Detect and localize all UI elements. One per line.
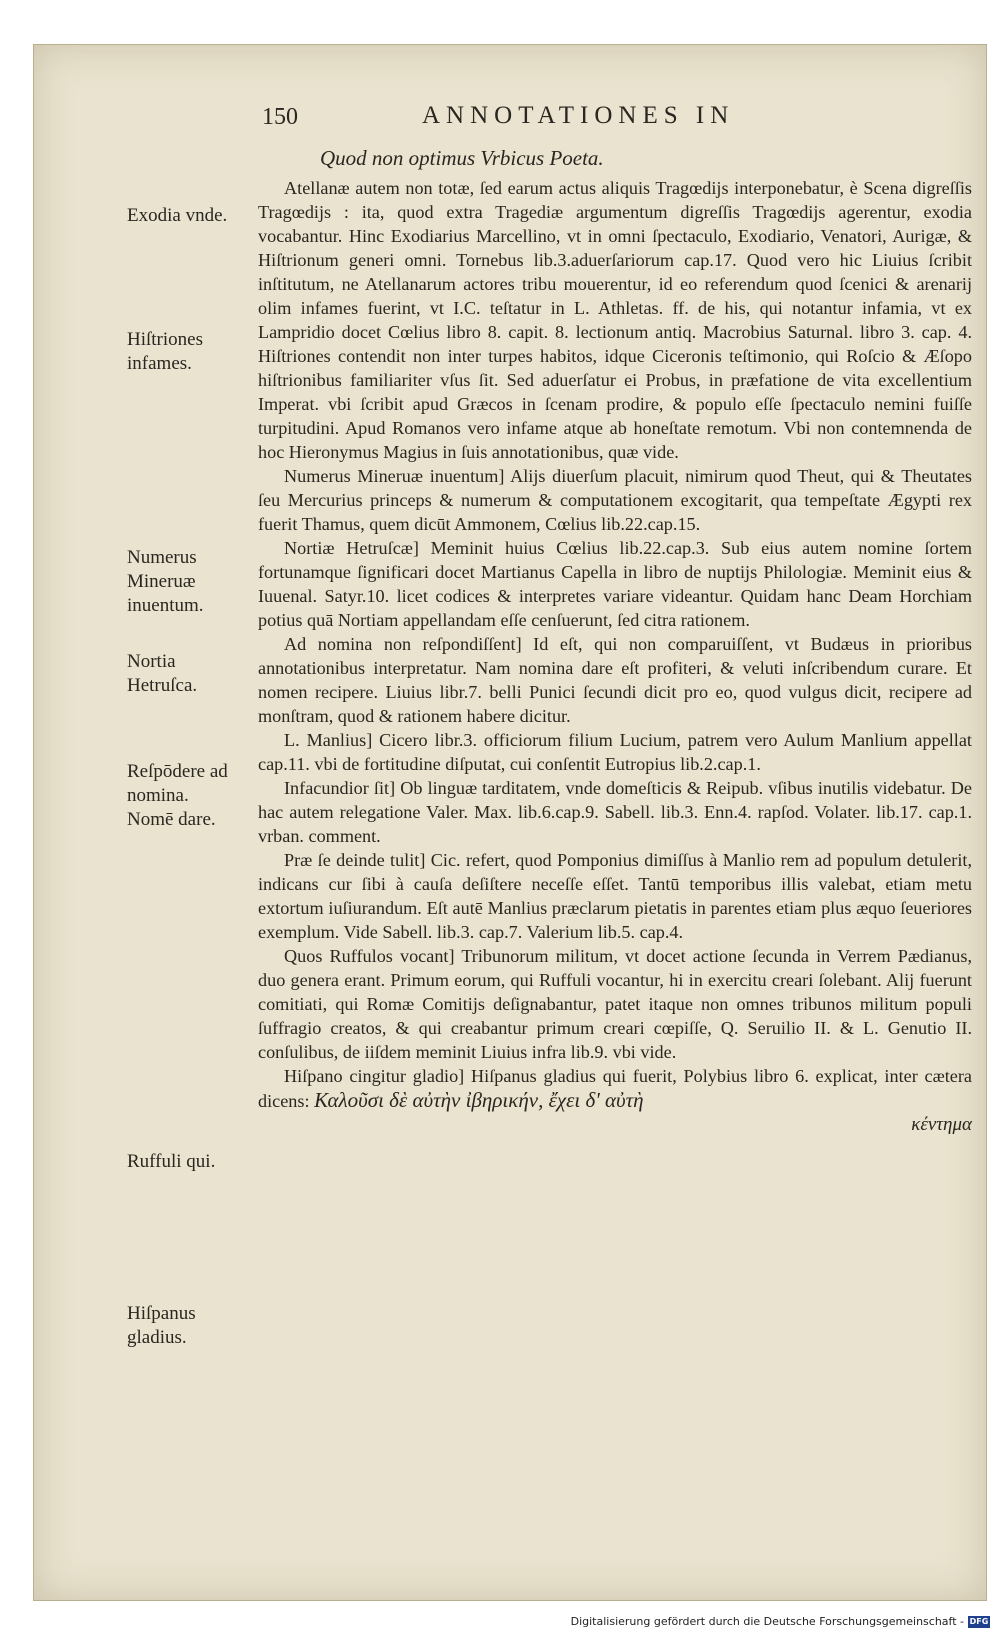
paragraph-numerus: Numerus Mineruæ inuentum] Alijs diuerſum placuit, nimirum quod Theut, qui & Theutates ſeu Mercurius princeps & numerum & computationem excogitarit, qua tempeſtate Ægypti rex fuerit Thamus, quem dicūt Ammonem, Cœlius lib.22.cap.15.: [258, 466, 972, 534]
margin-note-numerus: Numerus Mineruæ inuentum.: [127, 547, 204, 616]
paragraph-ruffulos: Quos Ruffulos vocant] Tribunorum militum, vt docet actione ſecunda in Verrem Pædianus, duo genera erant. Primum eorum, qui Ruffuli vocantur, hi in exercitu creari ſolebant. Alij fuerunt comitiati, qui Romæ Comitijs deſignabantur, patet itaque non omnes tribunos militum populi ſuffragio creatos, & qui creabantur primum creari cœpiſſe, Q. Seruilio II. & L. Genutio II. conſulibus, de iiſdem meminit Liuius infra lib.9. vbi vide.: [258, 946, 972, 1062]
dfg-logo: DFG: [969, 1616, 989, 1626]
page-header: [262, 104, 822, 138]
margin-note-exodia: Exodia vnde.: [127, 205, 228, 226]
paragraph-atellanae: Atellanæ autem non totæ, ſed earum actus aliquis Tragœdijs interponebatur, è Scena digreſſis Tragœdijs : ita, quod extra Tragediæ argumentum digreſſis Tragœdijs agerentur, exodia vocabantur. Hinc Exodiarius Marcellino, vt in omni ſpectaculo, Exodiario, Venatori, Aurigæ, & Hiſtrionum generi omni. Tornebus lib.3.aduerſariorum cap.17. Quod vero hic Liuius ſcribit inſtitutum, ne Atellanarum actores tribu mouerentur, id eo referendum quod ſcenici & arenarij olim infames fuerint, vt I.C. teſtatur in L. Athletas. ff. de his, qui notantur infamia, vt ex Lampridio docet Cœlius libro 8. capit. 8. lectionum antiq. Macrobius Saturnal. libro 3. cap. 4. Hiſtriones contendit non inter turpes habitos, idque Ciceronis teſtimonio, qui Roſcio & Æſopo hiſtrionibus familiariter vſus ſit. Sed aduerſatur ei Probus, in præfatione de vita excellentium Imperat. vbi ſcribit apud Græcos in ſcenam prodire, & populo eſſe ſpectaculo nemini fuiſſe turpitudini. Apud Romanos vero infame atque ab honeſtate remotum. Vbi non contemnenda de hoc Hieronymus Magius in ſuis annotationibus, quæ vide.: [258, 178, 972, 462]
paragraph-infacundior: Infacundior ſit] Ob linguæ tarditatem, vnde domeſticis & Reipub. vſibus inutilis videbatur. De hac autem relegatione Valer. Max. lib.6.cap.9. Sabell. lib.3. Enn.4. rapſod. Volater. lib.17. cap.1. vrban. comment.: [258, 778, 972, 846]
paragraph-hispano: [258, 1064, 972, 1113]
margin-note-ruffuli: Ruffuli qui.: [127, 1151, 216, 1172]
paragraph-nortia: Nortiæ Hetruſcæ] Meminit huius Cœlius lib.22.cap.3. Sub eius autem nomine ſortem fortunamque ſignificari docet Martianus Capella in libro de nuptijs Philologiæ. Meminit eius & Iuuenal. Satyr.10. licet codices & interpretes variare videantur. Quidam hanc Deam Horchiam potius quā Nortiam appellandam eſſe cenſuerunt, ſed citra rationem.: [258, 538, 972, 630]
margin-note-nortia: Nortia Hetruſca.: [127, 651, 198, 696]
greek-catchword: κέντημα: [911, 1114, 972, 1135]
margin-note-histriones: Hiſtriones infames.: [127, 329, 203, 374]
body-text: [258, 176, 972, 1137]
running-head: ANNOTATIONES IN: [422, 102, 735, 129]
section-title: Quod non optimus Vrbicus Poeta.: [320, 146, 604, 170]
margin-note-hispanus: Hiſpanus gladius.: [127, 1303, 196, 1348]
paragraph-prae-se: Præ ſe deinde tulit] Cic. refert, quod Pomponius dimiſſus à Manlio rem ad populum detulerit, indicans cur ſibi à cauſa deſiſtere neceſſe eſſet. Tantū temporibus illis valebat, etiam metu extortum iuſiurandum. Eſt autē Manlius præclarum pietatis in parentes etiam plus æquo ſeueriores exemplum. Vide Sabell. lib.3. cap.7. Valerium lib.5. cap.4.: [258, 850, 972, 942]
page-number: 150: [262, 104, 298, 130]
paragraph-manlius: L. Manlius] Cicero libr.3. officiorum filium Lucium, patrem vero Aulum Manlium appellat cap.11. vbi de fortitudine diſputat, cui conſentit Eutropius lib.2.cap.1.: [258, 730, 972, 774]
margin-note-nomen-dare: Nomē dare.: [127, 809, 216, 830]
paragraph-hispano-text: Hiſpano cingitur gladio] Hiſpanus gladius qui fuerit, Polybius libro 6. explicat, inter cætera dicens:: [258, 1066, 972, 1111]
page-footer: [571, 1615, 990, 1628]
greek-quotation: Καλοῦσι δὲ αὐτὴν ἰβηρικήν, ἔχει δ' αὐτὴ: [314, 1088, 644, 1112]
margin-note-respondere: Reſpōdere ad nomina.: [127, 761, 228, 806]
paragraph-ad-nomina: Ad nomina non reſpondiſſent] Id eſt, qui non comparuiſſent, vt Budæus in prioribus annotationibus interpretatur. Nam nomina dare eſt profiteri, & veluti inſcribendum curare. Et nomen recipere. Liuius libr.7. belli Punici ſecundi dicit pro eo, quod vulgus dicit, recipere ad monſtram, quod & rationem habere dicitur.: [258, 634, 972, 726]
footer-credit: Digitalisierung gefördert durch die Deutsche Forschungsgemeinschaft -: [570, 1615, 964, 1628]
